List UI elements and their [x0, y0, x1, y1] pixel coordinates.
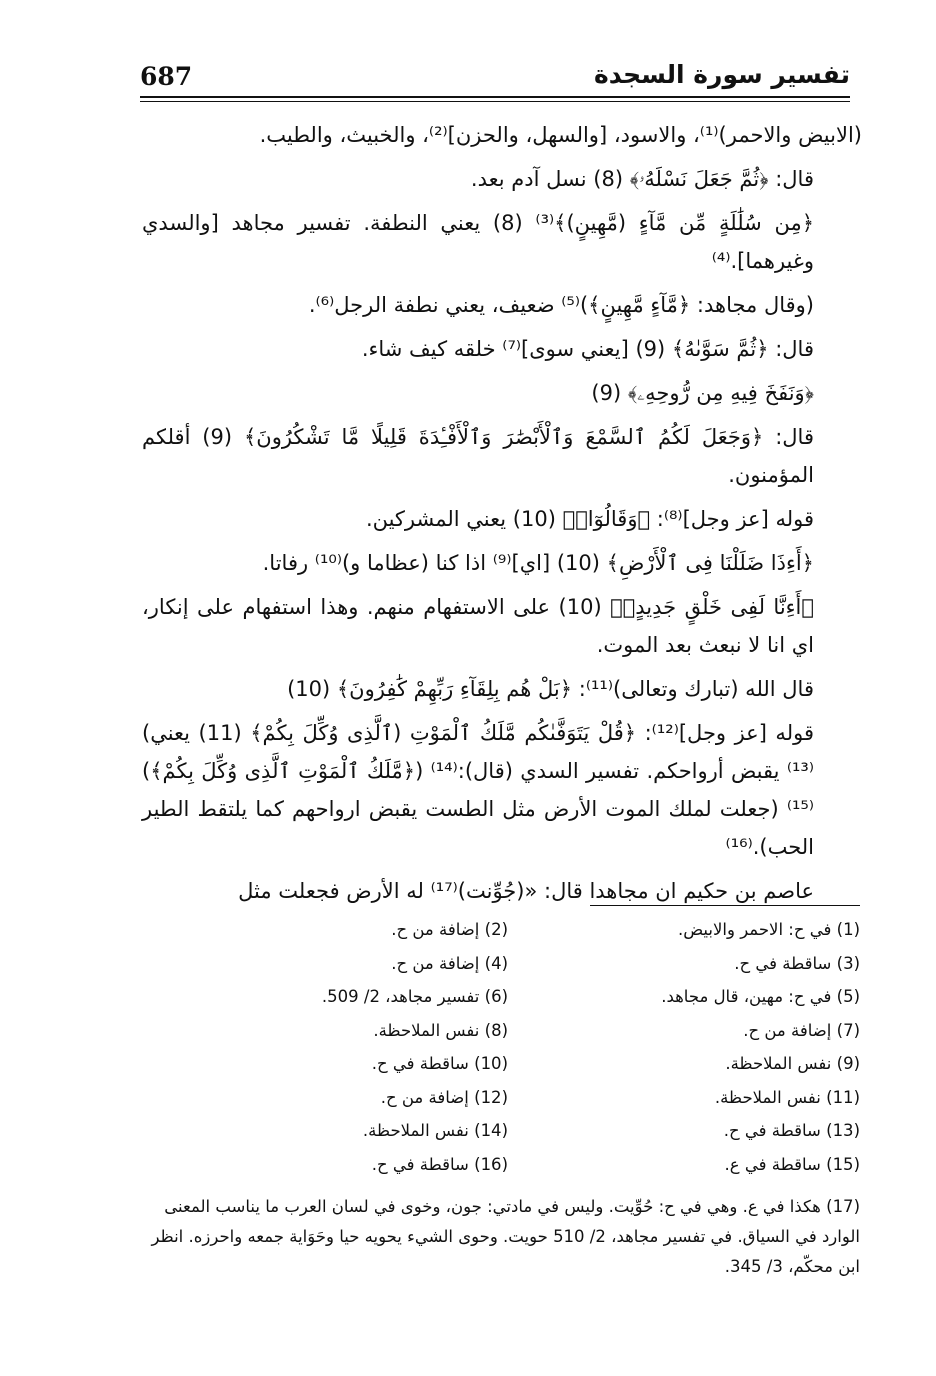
- paragraph: قال: ﴿ثُمَّ جَعَلَ نَسْلَهُۥ﴾ (8) نسل آدم بعد.: [470, 167, 814, 191]
- footnote: (6) تفسير مجاهد، 2/ 509.: [321, 987, 508, 1006]
- paragraph: قوله [عز وجل]⁽⁸⁾: ﴿وَقَالُوٓا۟﴾ (10) يعني المشركين.: [365, 507, 814, 531]
- footnote: (10) ساقطة في ح.: [371, 1054, 508, 1073]
- paragraph: قال: ﴿ثُمَّ سَوَّىٰهُ﴾ (9) [يعني سوى]⁽⁷⁾ خلقه كيف شاء.: [361, 337, 814, 361]
- footnote-row: [130, 954, 870, 988]
- paragraph: قال: ﴿وَجَعَلَ لَكُمُ ٱلسَّمْعَ وَٱلْأَبْصَٰرَ وَٱلْأَفْـِٔدَةَ قَلِيلًا مَّا تَشْكُرُونَ﴾ (9) أقلكم المؤمنون.: [142, 425, 814, 487]
- paragraph: ﴿مِن سُلَٰلَةٍ مِّن مَّآءٍ (مَّهِينٍ)﴾⁽³⁾ (8) يعني النطفة. تفسير مجاهد [والسدي وغيرهما].⁽⁴⁾: [142, 211, 815, 273]
- footnote: (8) نفس الملاحظة.: [373, 1020, 508, 1040]
- footnote: (16) ساقطة في ح.: [371, 1154, 508, 1174]
- main-text: [142, 116, 862, 910]
- footnote-row: [130, 1121, 870, 1155]
- footnote-separator: [590, 905, 860, 906]
- footnote: (15) ساقطة في ع.: [724, 1154, 860, 1174]
- footnote-row: [130, 987, 870, 1021]
- paragraph: (الابيض والاحمر)⁽¹⁾، والاسود، [والسهل، والحزن]⁽²⁾، والخبيث، والطيب.: [259, 123, 862, 147]
- footnote-row: [130, 1088, 870, 1122]
- footnote: (7) إضافة من ح.: [743, 1020, 860, 1040]
- footnote-long: (17) هكذا في ع. وهي في ح: حُوِّيت. وليس في مادتي: جون، وخوى في لسان العرب ما يناسب المعنى الوارد في السياق. في تفسير مجاهد، 2/ 510 حويت. وحوى الشيء يحويه حيا وحَوَاية جمعه واحرزه. انظر ابن محكّم، 3/ 345.: [151, 1197, 860, 1276]
- footnote: (2) إضافة من ح.: [391, 920, 508, 939]
- footnote-row: [130, 1054, 870, 1088]
- paragraph: ﴿أَءِنَّا لَفِى خَلْقٍ جَدِيدٍۭ﴾ (10) على الاستفهام منهم. وهذا استفهام على إنكار، اي انا لا نبعث بعد الموت.: [142, 595, 814, 657]
- footnote: (12) إضافة من ح.: [380, 1087, 508, 1107]
- footnote: (11) نفس الملاحظة.: [714, 1087, 860, 1107]
- paragraph: عاصم بن حكيم ان مجاهدا قال: «(جُوِّنت)⁽¹⁷⁾ له الأرض فجعلت مثل: [238, 879, 814, 903]
- paragraph: (وقال مجاهد: ﴿مَّآءٍ مَّهِينٍ﴾)⁽⁵⁾ ضعيف، يعني نطفة الرجل⁽⁶⁾.: [308, 293, 814, 317]
- footnote: (14) نفس الملاحظة.: [362, 1121, 508, 1140]
- paragraph: ﴿وَنَفَخَ فِيهِ مِن رُّوحِهِۦ﴾ (9): [591, 381, 814, 405]
- footnote: (5) في ح: مهين، قال مجاهد.: [661, 987, 860, 1006]
- running-title: تفسير سورة السجدة: [593, 60, 850, 89]
- footnote: (9) نفس الملاحظة.: [725, 1054, 860, 1073]
- footnote: (4) إضافة من ح.: [391, 953, 508, 973]
- footnote: (1) في ح: الاحمر والابيض.: [677, 920, 860, 939]
- footnotes: [130, 920, 870, 1282]
- header-rule-thin: [140, 101, 850, 102]
- paragraph: ﴿أَءِذَا ضَلَلْنَا فِى ٱلْأَرْضِ﴾ (10) [اي]⁽⁹⁾ اذا كنا (عظاما و)⁽¹⁰⁾ رفاتا.: [262, 551, 814, 575]
- paragraph: قال الله (تبارك وتعالى)⁽¹¹⁾: ﴿بَلْ هُم بِلِقَآءِ رَبِّهِمْ كَٰفِرُونَ﴾ (10): [287, 677, 814, 701]
- header-rule: [140, 96, 850, 98]
- footnote-row: [130, 1021, 870, 1055]
- paragraph: قوله [عز وجل]⁽¹²⁾: ﴿قُلْ يَتَوَفَّىٰكُم مَّلَكُ ٱلْمَوْتِ (ٱلَّذِى وُكِّلَ بِكُمْ﴾ (11) يعني)⁽¹³⁾ يقبض أرواحكم. تفسير السدي (قال):⁽¹⁴⁾ (﴿مَّلَكُ ٱلْمَوْتِ ٱلَّذِى وُكِّلَ بِكُمْ﴾)⁽¹⁵⁾ (جعلت لملك الموت الأرض مثل الطست يقبض ارواحهم كما يلتقط الطير الحب).⁽¹⁶⁾: [142, 721, 814, 859]
- footnote: (3) ساقطة في ح.: [734, 953, 860, 973]
- footnote-row: [130, 1155, 870, 1189]
- footnote-row: [130, 920, 870, 954]
- page-header: [140, 56, 850, 96]
- footnote: (13) ساقطة في ح.: [723, 1121, 860, 1140]
- page-number: 687: [140, 62, 193, 91]
